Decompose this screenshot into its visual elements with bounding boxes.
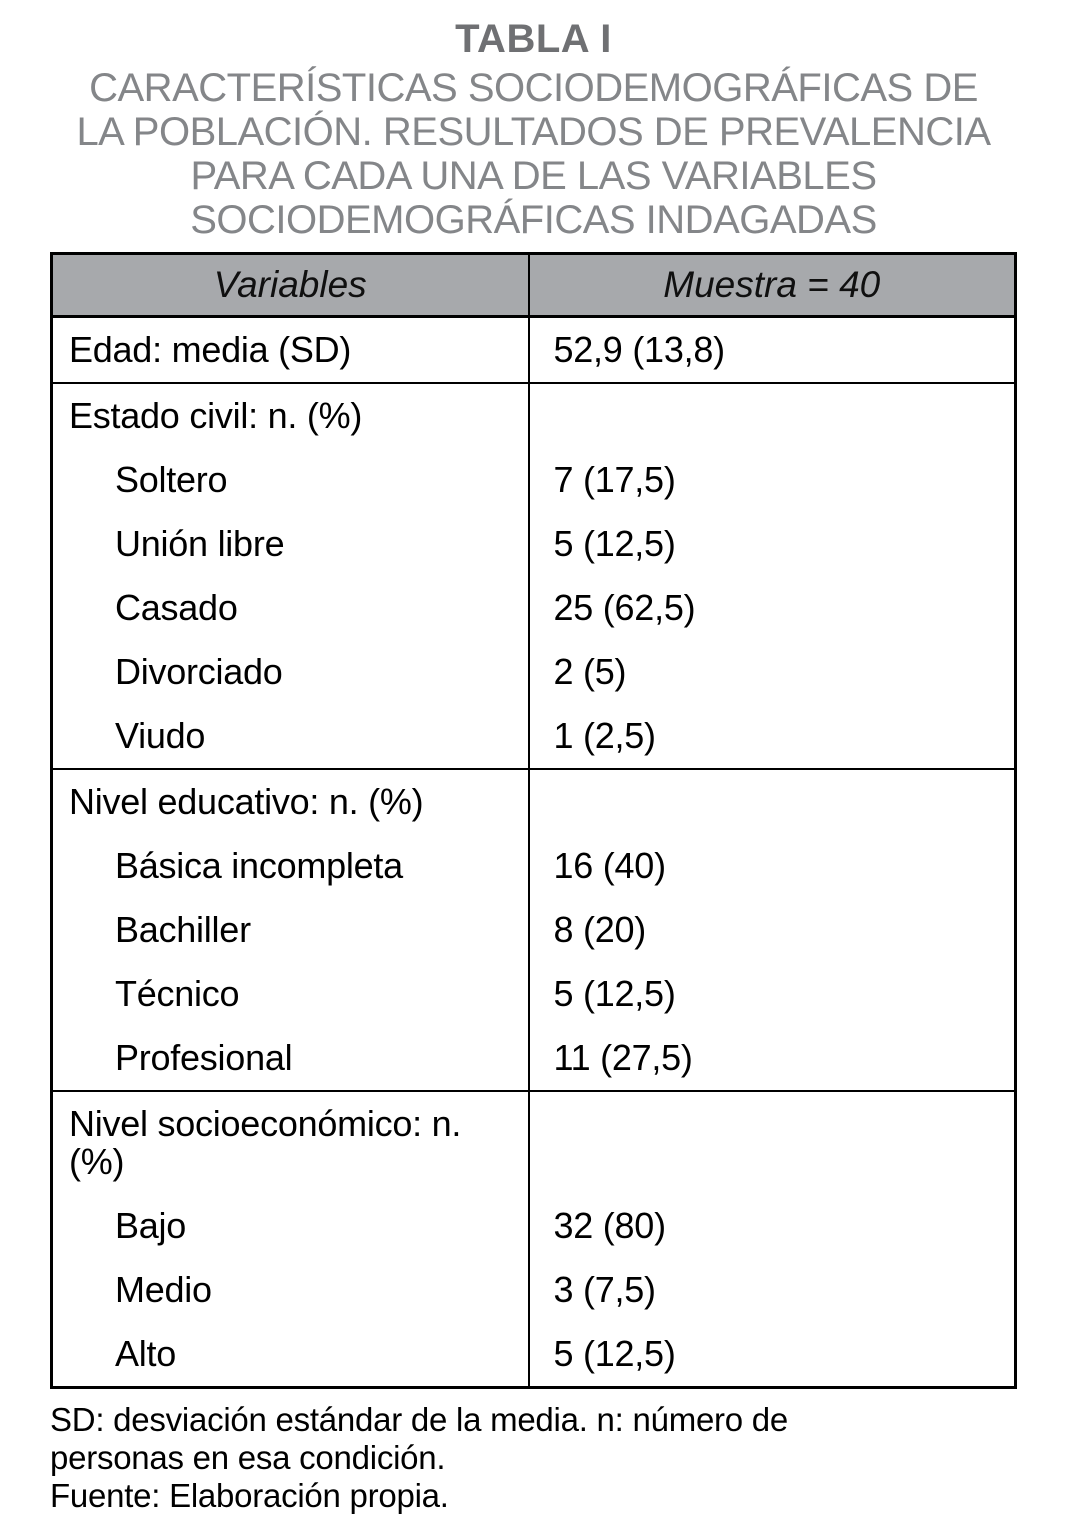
- row-value: 5 (12,5): [553, 1333, 676, 1374]
- table-row-bajo: [52, 1194, 1016, 1258]
- row-label: Estado civil: n. (%): [52, 383, 529, 448]
- row-label: Alto: [52, 1322, 529, 1388]
- table-row-soltero: [52, 448, 1016, 512]
- table-row-edad: [52, 317, 1016, 384]
- row-value: [529, 1091, 1016, 1194]
- table-header-row: [52, 254, 1016, 317]
- row-value: 2 (5): [553, 651, 627, 692]
- table-row-estado-civil: [52, 383, 1016, 448]
- table-row-profesional: [52, 1026, 1016, 1091]
- row-label: Edad: media (SD): [52, 317, 529, 384]
- table-title: TABLA I: [455, 17, 612, 61]
- row-label: Unión libre: [52, 512, 529, 576]
- table-row-nivel-socioeconomico: [52, 1091, 1016, 1194]
- row-label: Básica incompleta: [52, 834, 529, 898]
- table-row-alto: [52, 1322, 1016, 1388]
- subtitle-line-2: LA POBLACIÓN. RESULTADOS DE PREVALENCIA: [76, 110, 991, 154]
- row-value: 8 (20): [553, 909, 647, 950]
- row-value: 1 (2,5): [553, 715, 656, 756]
- table-row-basica-incompleta: [52, 834, 1016, 898]
- sociodemographics-table: [50, 252, 1017, 1389]
- table-row-casado: [52, 576, 1016, 640]
- subtitle-line-1: CARACTERÍSTICAS SOCIODEMOGRÁFICAS DE: [89, 66, 978, 110]
- row-value: [529, 383, 1016, 448]
- subtitle-line-3: PARA CADA UNA DE LAS VARIABLES: [190, 154, 877, 198]
- footnote-abbreviations: SD: desviación estándar de la media. n: número de personas en esa condición.: [50, 1401, 789, 1476]
- row-label: Medio: [52, 1258, 529, 1322]
- table-row-nivel-educativo: [52, 769, 1016, 834]
- footnote-source: Fuente: Elaboración propia.: [50, 1477, 449, 1514]
- row-label: Profesional: [52, 1026, 529, 1091]
- row-label: Soltero: [52, 448, 529, 512]
- table-row-union-libre: [52, 512, 1016, 576]
- row-value: 7 (17,5): [553, 459, 676, 500]
- subtitle-line-4: SOCIODEMOGRÁFICAS INDAGADAS: [190, 198, 877, 242]
- row-value: 16 (40): [553, 845, 666, 886]
- table-row-medio: [52, 1258, 1016, 1322]
- row-label: Nivel socioeconómico: n. (%): [52, 1091, 529, 1194]
- table-row-viudo: [52, 704, 1016, 769]
- row-label: Viudo: [52, 704, 529, 769]
- row-value: 11 (27,5): [553, 1037, 693, 1078]
- row-label: Casado: [52, 576, 529, 640]
- row-label: Bajo: [52, 1194, 529, 1258]
- row-value: 3 (7,5): [553, 1269, 656, 1310]
- row-label: Técnico: [52, 962, 529, 1026]
- row-label: Bachiller: [52, 898, 529, 962]
- column-header-variables: Variables: [52, 254, 529, 317]
- row-value: 52,9 (13,8): [529, 317, 1016, 384]
- table-row-bachiller: [52, 898, 1016, 962]
- row-value: 25 (62,5): [553, 587, 696, 628]
- row-value: 5 (12,5): [553, 523, 676, 564]
- row-value: [529, 769, 1016, 834]
- row-label: Divorciado: [52, 640, 529, 704]
- row-label: Nivel educativo: n. (%): [52, 769, 529, 834]
- table-subtitle: [50, 66, 1017, 242]
- table-row-divorciado: [52, 640, 1016, 704]
- table-row-tecnico: [52, 962, 1016, 1026]
- column-header-muestra: Muestra = 40: [529, 254, 1016, 317]
- table-footnotes: [50, 1401, 1017, 1515]
- row-value: 5 (12,5): [553, 973, 676, 1014]
- row-value: 32 (80): [553, 1205, 666, 1246]
